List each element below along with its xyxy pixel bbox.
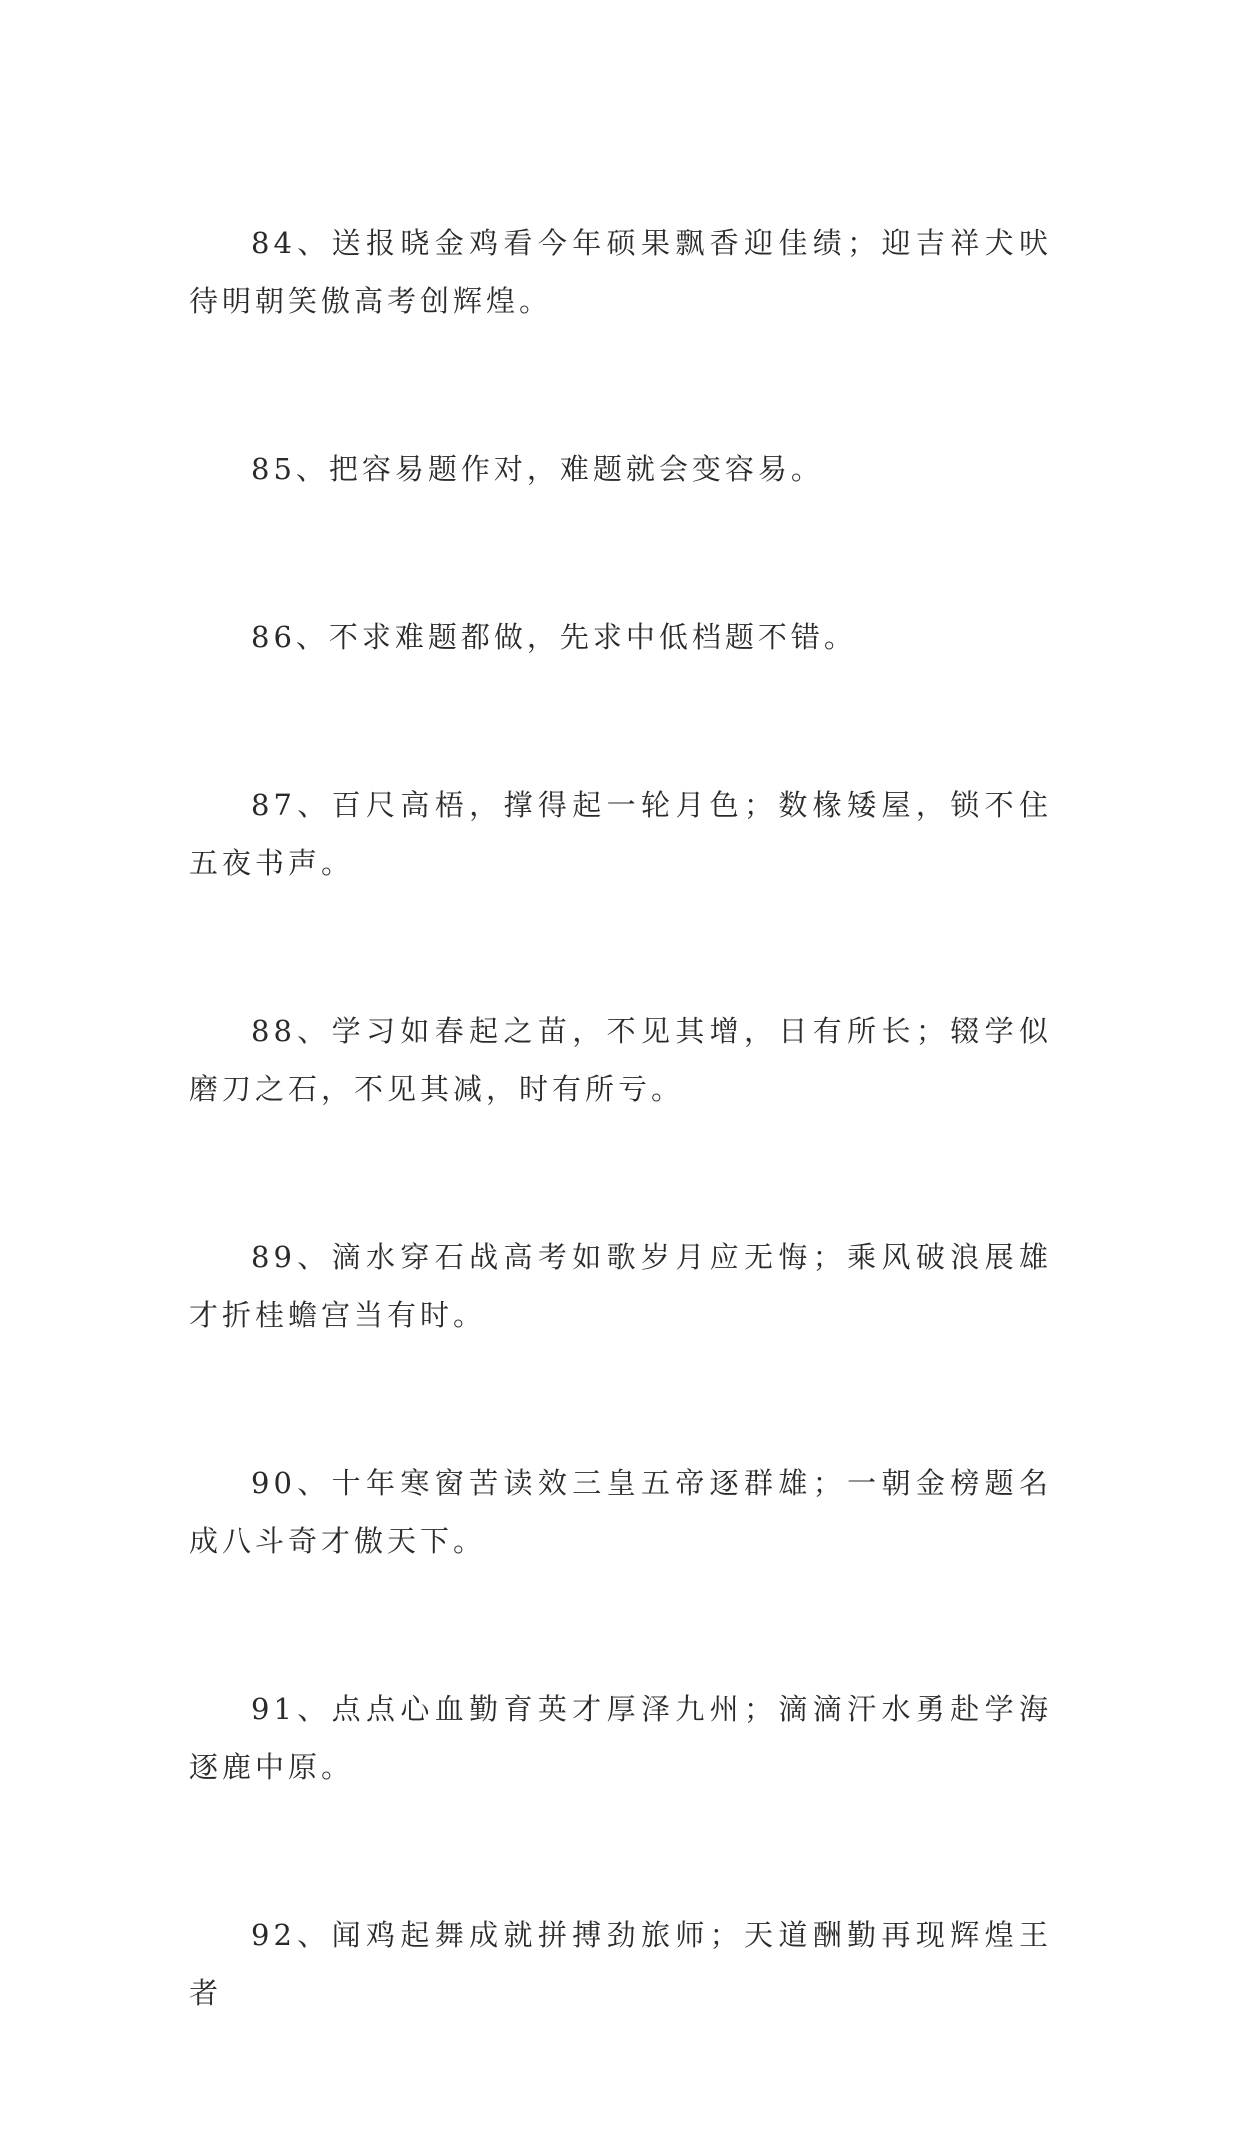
document-body [189, 214, 1052, 2132]
paragraph-85: 85、把容易题作对，难题就会变容易。 [251, 452, 824, 486]
paragraph-91: 91、点点心血勤育英才厚泽九州；滴滴汗水勇赴学海逐鹿中原。 [189, 1692, 1052, 1784]
paragraph-87: 87、百尺高梧，撑得起一轮月色；数椽矮屋，锁不住五夜书声。 [189, 788, 1052, 880]
paragraph-90: 90、十年寒窗苦读效三皇五帝逐群雄；一朝金榜题名成八斗奇才傲天下。 [189, 1466, 1052, 1558]
paragraph-84: 84、送报晓金鸡看今年硕果飘香迎佳绩；迎吉祥犬吠待明朝笑傲高考创辉煌。 [189, 226, 1052, 318]
paragraph-89: 89、滴水穿石战高考如歌岁月应无悔；乘风破浪展雄才折桂蟾宫当有时。 [189, 1240, 1052, 1332]
paragraph-88: 88、学习如春起之苗，不见其增，日有所长；辍学似磨刀之石，不见其减，时有所亏。 [189, 1014, 1052, 1106]
paragraph-86: 86、不求难题都做，先求中低档题不错。 [251, 620, 857, 654]
paragraph-92: 92、闻鸡起舞成就拼搏劲旅师；天道酬勤再现辉煌王者 [189, 1918, 1052, 2010]
